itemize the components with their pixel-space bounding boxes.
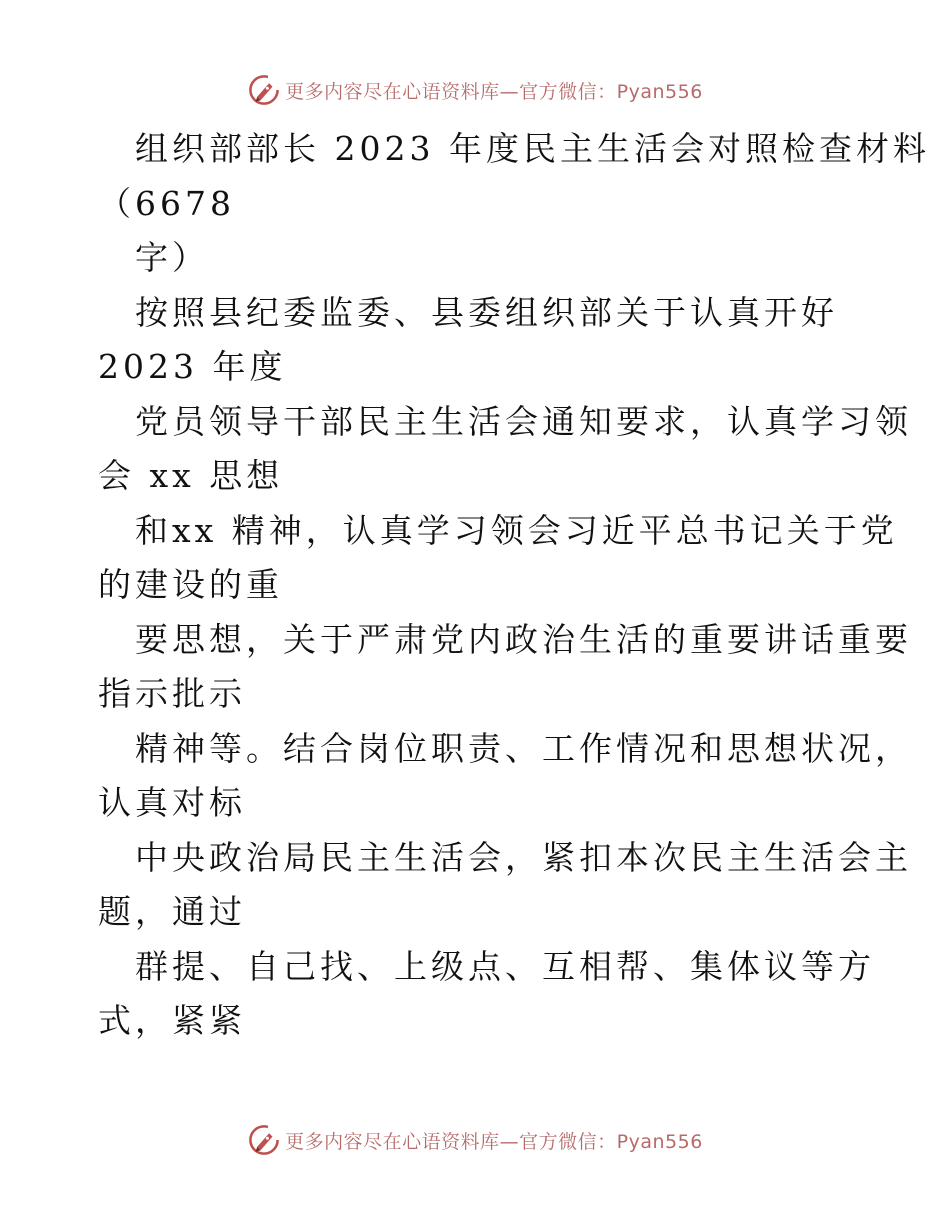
text-line: 组织部部长 2023 年度民主生活会对照检查材料 (135, 129, 930, 168)
text-line: 题，通过 (98, 892, 246, 931)
text-line: 式，紧紧 (98, 1001, 246, 1040)
watermark-text: 更多内容尽在心语资料库—官方微信：Pyan556 (285, 80, 703, 103)
text-line: 和xx 精神，认真学习领会习近平总书记关于党 (135, 510, 898, 550)
text-line: 指示批示 (98, 674, 246, 713)
text-line: 会 xx 思想 (98, 456, 284, 495)
text-line: 党员领导干部民主生活会通知要求，认真学习领 (135, 401, 912, 441)
watermark-banner-bottom (0, 1120, 950, 1160)
pen-nib-logo-icon (247, 73, 281, 107)
text-line: 群提、自己找、上级点、互相帮、集体议等方 (135, 946, 875, 986)
pen-nib-logo-icon (247, 1123, 281, 1157)
text-line: 字） (135, 238, 209, 277)
text-line: 的建设的重 (98, 565, 283, 604)
text-line: （6678 (98, 183, 235, 223)
watermark-banner-top (0, 70, 950, 110)
watermark-text: 更多内容尽在心语资料库—官方微信：Pyan556 (285, 1130, 703, 1153)
text-line: 要思想，关于严肃党内政治生活的重要讲话重要 (135, 619, 912, 659)
text-line: 认真对标 (98, 783, 246, 822)
text-line: 精神等。结合岗位职责、工作情况和思想状况， (135, 728, 912, 768)
text-line: 2023 年度 (98, 347, 287, 386)
text-line: 中央政治局民主生活会，紧扣本次民主生活会主 (135, 837, 912, 877)
document-body (98, 122, 930, 1049)
text-line: 按照县纪委监委、县委组织部关于认真开好 (135, 292, 838, 332)
